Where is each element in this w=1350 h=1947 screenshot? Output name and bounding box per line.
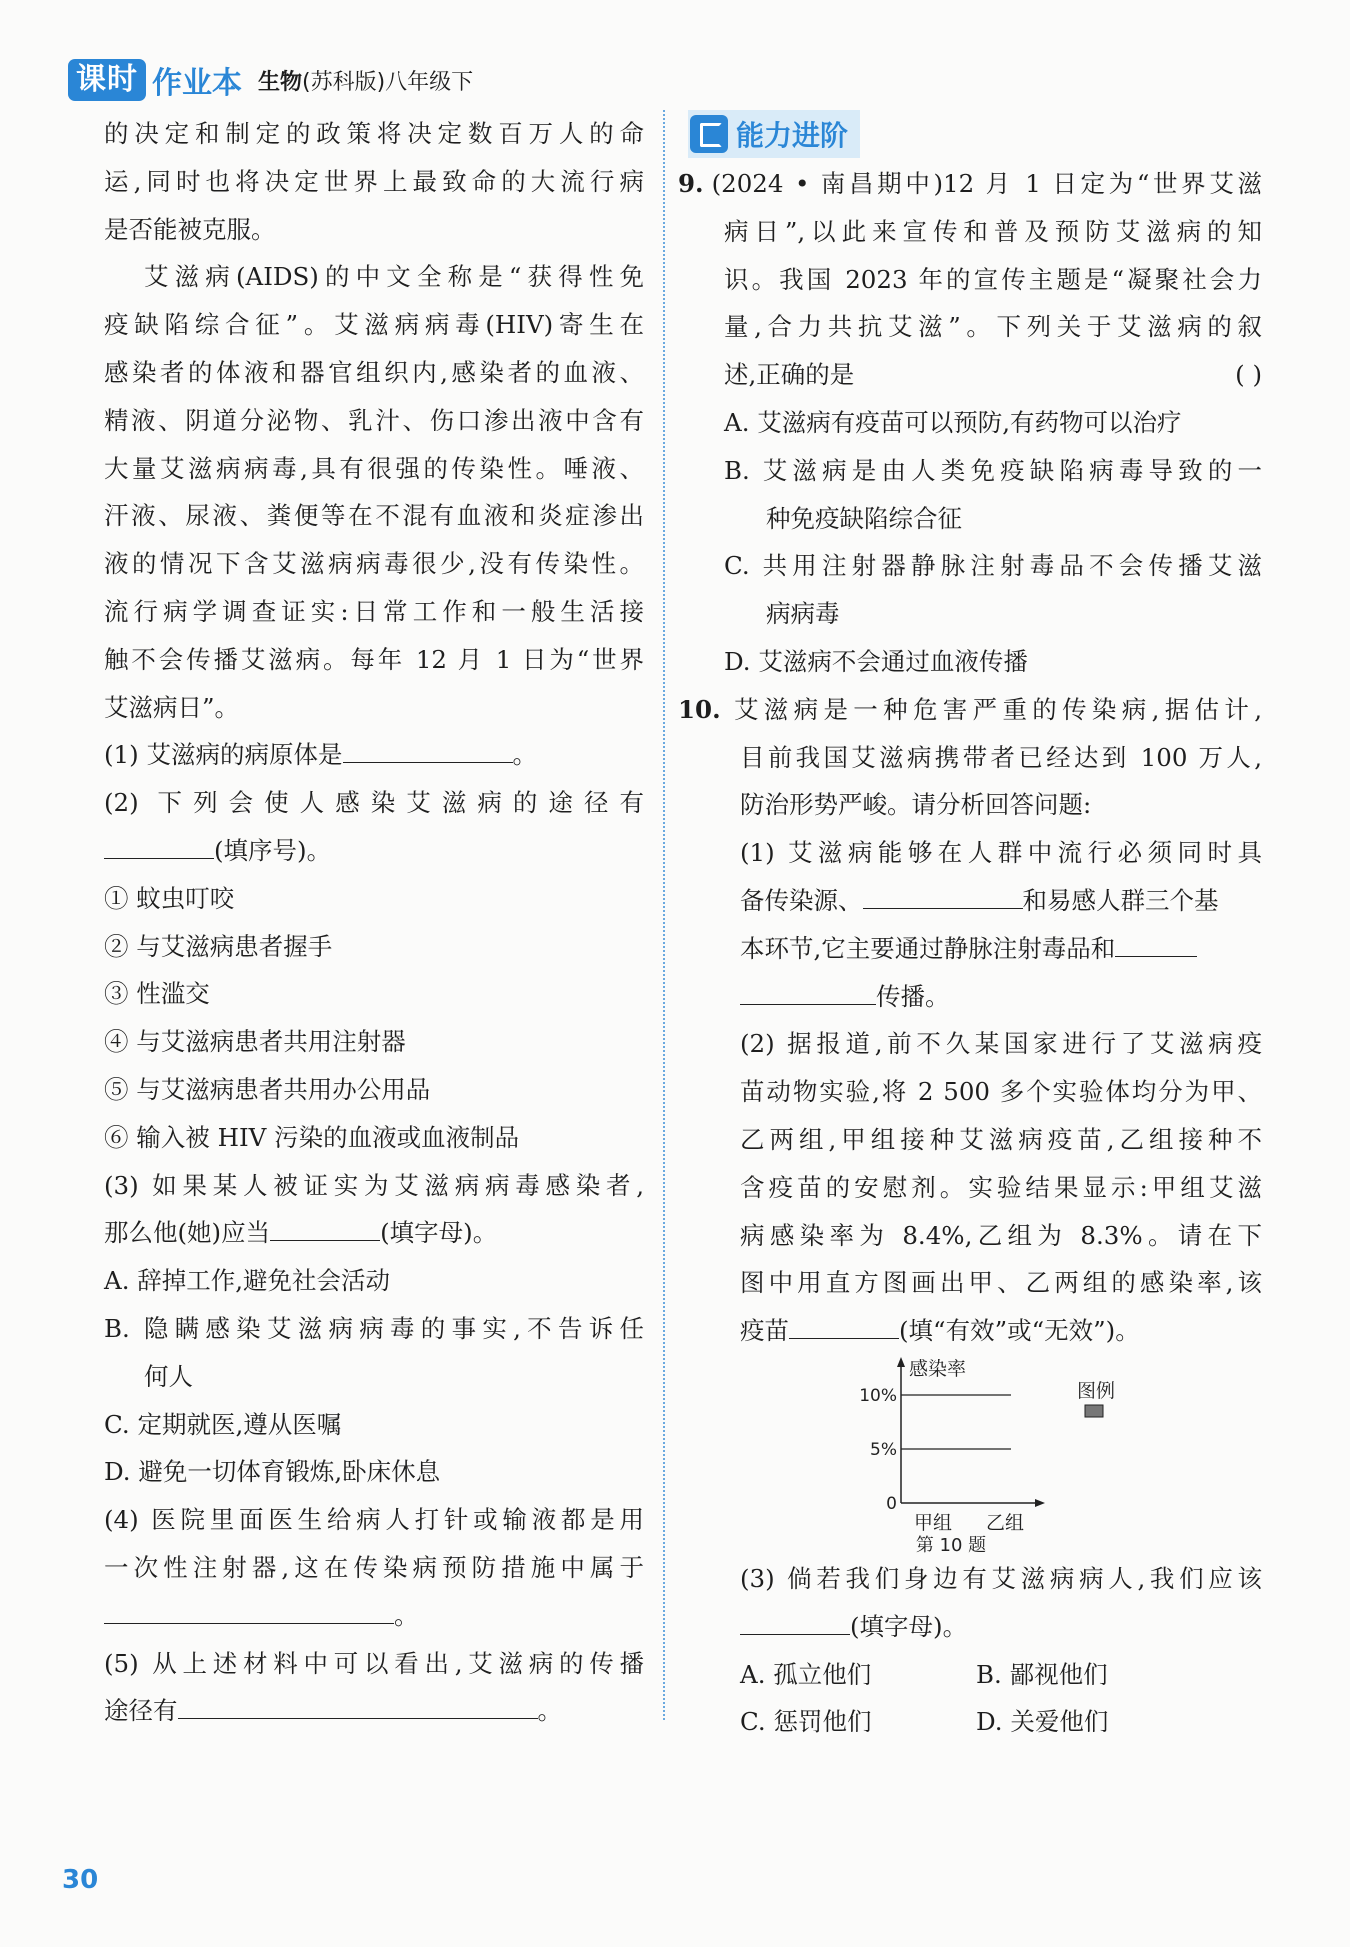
option-d: D. 避免一切体育锻炼,卧床休息 [104,1457,441,1487]
question-5: (5) 从上述材料中可以看出,艾滋病的传播 [104,1648,644,1678]
passage-line: 大量艾滋病病毒,具有很强的传染性。唾液、 [104,453,644,483]
passage-line: 的决定和制定的政策将决定数百万人的命 [104,119,644,148]
option-item: ⑥ 输入被 HIV 污染的血液或血液制品 [104,1122,520,1152]
y-axis-arrow [897,1357,905,1367]
answer-blank[interactable] [104,828,214,859]
question-10-part1-line: 本环节,它主要通过静脉注射毒品和 [688,925,1262,973]
question-4-answer: 。 [104,1592,644,1640]
section-header: 能力进阶 [688,110,860,158]
option-item: ① 蚊虫叮咬 [104,883,235,913]
option-d: D. 关爱他们 [976,1707,1109,1737]
page-number: 30 [62,1865,99,1895]
x-axis-arrow [1035,1499,1045,1507]
answer-paren[interactable]: ( ) [1235,360,1262,390]
question-9-line: 量,合力共抗艾滋”。下列关于艾滋病的叙 [724,312,1262,342]
answer-blank[interactable] [740,974,876,1005]
left-column [104,110,644,1735]
option-d: D. 艾滋病不会通过血液传播 [724,646,1028,676]
option-a: A. 孤立他们 [740,1659,872,1689]
question-9-line: 识。我国 2023 年的宣传主题是“凝聚社会力 [724,264,1262,294]
question-10-part2-line: 疫苗 (填“有效”或“无效”)。 [688,1307,1262,1355]
option-item: ② 与艾滋病患者握手 [104,931,333,961]
answer-blank[interactable] [343,732,513,763]
part3-options [688,1651,1262,1699]
option-item: ④ 与艾滋病患者共用注射器 [104,1027,406,1057]
question-10-part1: (1) 艾滋病能够在人群中流行必须同时具 [740,838,1262,868]
question-4-cont: 一次性注射器,这在传染病预防措施中属于 [104,1552,644,1582]
passage-line: 流行病学调查证实:日常工作和一般生活接 [104,596,644,626]
subject-title: 生物(苏科版)八年级下 [258,69,474,95]
legend-title: 图例 [1077,1379,1116,1402]
question-9: 9. (2024 • 南昌期中)12 月 1 日定为“世界艾滋 [678,169,1262,198]
question-3-answer: 那么他(她)应当 (填字母)。 [104,1209,644,1257]
column-divider [663,110,665,1720]
passage-line: 液的情况下含艾滋病病毒很少,没有传染性。 [104,549,644,579]
question-10-part2: (2) 据报道,前不久某国家进行了艾滋病疫 [740,1029,1262,1059]
passage-line: 艾滋病日”。 [104,692,240,722]
answer-blank[interactable] [1115,926,1197,957]
question-3: (3) 如果某人被证实为艾滋病病毒感染者, [104,1170,644,1200]
option-item: ③ 性滥交 [104,979,210,1009]
option-a: A. 艾滋病有疫苗可以预防,有药物可以治疗 [724,407,1182,437]
question-5-answer: 途径有 。 [104,1687,644,1735]
answer-blank[interactable] [178,1688,538,1719]
option-item: ⑤ 与艾滋病患者共用办公用品 [104,1074,431,1104]
option-c: C. 惩罚他们 [740,1707,872,1737]
option-a: A. 辞掉工作,避免社会活动 [104,1266,391,1296]
question-1: (1) 艾滋病的病原体是 。 [104,731,644,779]
question-9-line: 病日”,以此来宣传和普及预防艾滋病的知 [724,216,1262,246]
chart-caption: 第 10 题 [915,1534,987,1553]
y-tick-label: 5% [870,1439,897,1460]
answer-blank[interactable] [740,1604,850,1635]
passage-line: 感染者的体液和器官组织内,感染者的血液、 [104,357,644,387]
right-column [678,110,1262,1746]
option-b: B. 隐瞒感染艾滋病病毒的事实,不告诉任 [104,1313,644,1343]
question-10: 10. 艾滋病是一种危害严重的传染病,据估计, [678,694,1262,724]
question-10-part2-line: 苗动物实验,将 2 500 多个实验体均分为甲、 [740,1077,1262,1107]
answer-blank[interactable] [789,1308,899,1339]
answer-blank[interactable] [104,1593,394,1624]
brand-logo: 课时 [68,59,146,101]
question-10-part3-line: (填字母)。 [688,1603,1262,1651]
answer-blank[interactable] [270,1210,380,1241]
chart-svg[interactable] [843,1355,1143,1553]
question-10-part2-line: 乙两组,甲组接种艾滋病疫苗,乙组接种不 [740,1124,1262,1154]
x-tick-label: 乙组 [985,1511,1025,1534]
passage-line: 疫缺陷综合征”。艾滋病病毒(HIV)寄生在 [104,310,644,340]
question-10-part2-line: 病感染率为 8.4%,乙组为 8.3%。请在下 [740,1220,1262,1250]
answer-blank[interactable] [863,878,1023,909]
question-10-part3: (3) 倘若我们身边有艾滋病病人,我们应该 [740,1563,1262,1593]
option-b: B. 鄙视他们 [976,1659,1108,1689]
y-tick-label: 10% [859,1385,897,1406]
passage-line: 是否能被克服。 [104,214,276,244]
option-b-cont: 种免疫缺陷综合征 [766,503,962,533]
question-4: (4) 医院里面医生给病人打针或输液都是用 [104,1505,644,1535]
question-10-line: 目前我国艾滋病携带者已经达到 100 万人, [740,742,1262,772]
option-c: C. 共用注射器静脉注射毒品不会传播艾滋 [724,551,1262,581]
passage-line: 汗液、尿液、粪便等在不混有血液和炎症渗出 [104,501,644,531]
option-c: C. 定期就医,遵从医嘱 [104,1409,342,1439]
series-title: 作业本 [152,66,242,101]
passage-line: 艾滋病(AIDS)的中文全称是“获得性免 [144,262,644,292]
pencil-note-icon [690,115,728,153]
y-tick-label: 0 [886,1493,897,1514]
x-tick-label: 甲组 [913,1511,953,1534]
question-10-part1-line: 备传染源、 和易感人群三个基 [688,877,1262,925]
option-b-cont: 何人 [144,1361,193,1391]
legend-swatch [1085,1405,1103,1417]
question-9-line: 述,正确的是 ( ) [688,351,1262,399]
question-2: (2) 下列会使人感染艾滋病的途径有 [104,788,644,818]
question-10-part1-line: 传播。 [688,973,1262,1021]
page-header [68,58,473,102]
part3-options [688,1698,1262,1746]
passage-line: 触不会传播艾滋病。每年 12 月 1 日为“世界 [104,644,644,674]
passage-line: 精液、阴道分泌物、乳汁、伤口渗出液中含有 [104,405,644,435]
option-b: B. 艾滋病是由人类免疫缺陷病毒导致的一 [724,455,1262,485]
question-10-part2-line: 含疫苗的安慰剂。实验结果显示:甲组艾滋 [740,1172,1262,1202]
option-c-cont: 病病毒 [766,599,840,629]
infection-rate-chart [688,1355,1262,1555]
passage-line: 运,同时也将决定世界上最致命的大流行病 [104,166,644,196]
question-10-part2-line: 图中用直方图画出甲、乙两组的感染率,该 [740,1268,1262,1298]
question-2-answer: (填序号)。 [104,827,644,875]
question-10-line: 防治形势严峻。请分析回答问题: [740,790,1092,820]
y-axis-label: 感染率 [909,1357,967,1380]
